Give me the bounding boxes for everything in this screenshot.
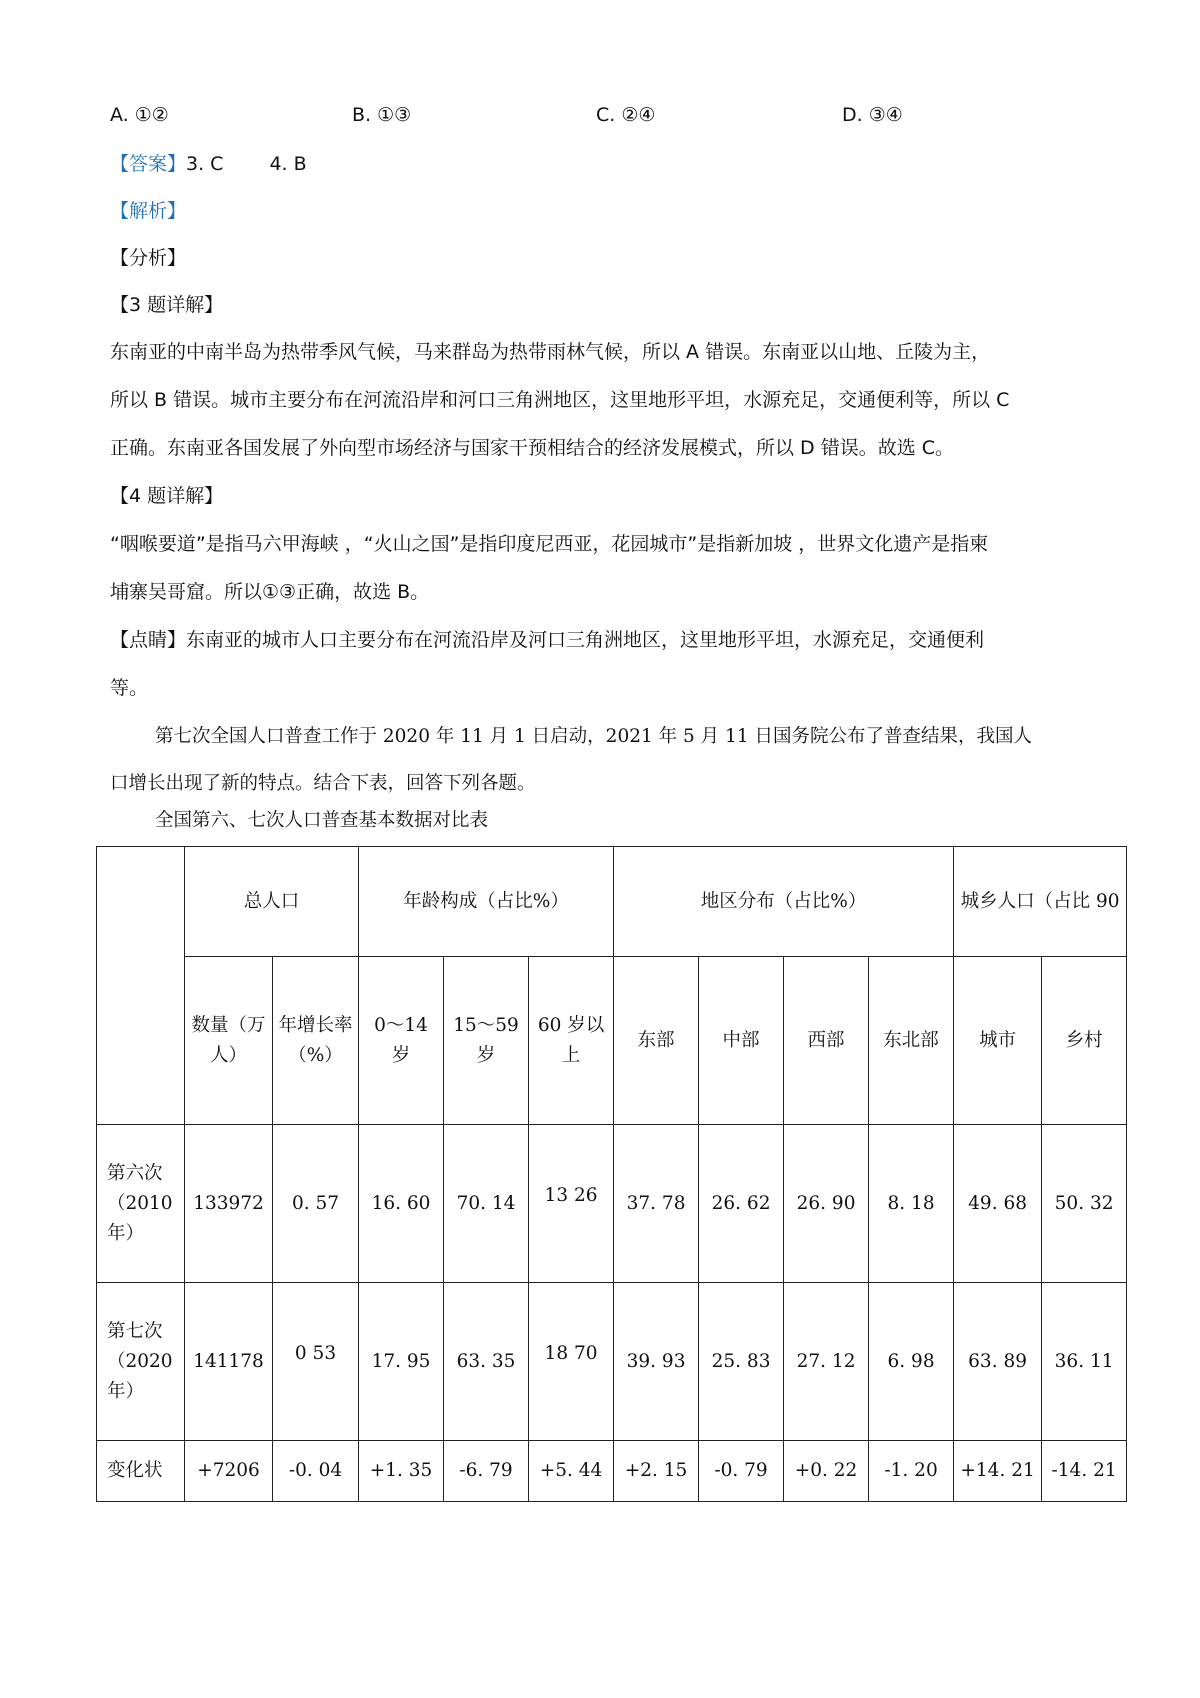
table-row-seventh-census (97, 1283, 1127, 1441)
intro-line-2: 口增长出现了新的特点。结合下表，回答下列各题。 (110, 773, 536, 794)
subheader-count: 数量（万人） (185, 957, 273, 1125)
cell-change-rural: -14. 21 (1042, 1441, 1127, 1502)
cell-seventh-age-15-59: 63. 35 (444, 1283, 529, 1441)
jiexi-heading: 【解析】 (110, 200, 187, 222)
row-label-seventh: 第七次（2020 年） (97, 1283, 185, 1441)
cell-seventh-northeast: 6. 98 (869, 1283, 954, 1441)
option-b: B. ①③ (352, 104, 412, 126)
q4-explanation-line-2: 埔寨吴哥窟。所以①③正确，故选 B。 (110, 581, 430, 603)
cell-seventh-growth-value: 0 53 (294, 1342, 337, 1364)
cell-seventh-east: 39. 93 (614, 1283, 699, 1441)
dianjing-tag: 【点睛】 (110, 629, 187, 651)
answer-q4: 4. B (269, 153, 307, 175)
cell-change-age-15-59: -6. 79 (444, 1441, 529, 1502)
cell-sixth-central: 26. 62 (699, 1125, 784, 1283)
cell-seventh-west: 27. 12 (784, 1283, 869, 1441)
cell-sixth-growth: 0. 57 (273, 1125, 359, 1283)
table-row-change (97, 1441, 1127, 1502)
header-total-population: 总人口 (185, 847, 359, 957)
answer-tag: 【答案】 (110, 153, 187, 175)
q3-explanation-line-3: 正确。东南亚各国发展了外向型市场经济与国家干预相结合的经济发展模式，所以 D 错误。故选 C。 (110, 437, 955, 459)
cell-change-east: +2. 15 (614, 1441, 699, 1502)
subheader-central: 中部 (699, 957, 784, 1125)
cell-sixth-count: 133972 (185, 1125, 273, 1283)
subheader-age-60-plus: 60 岁以上 (529, 957, 614, 1125)
cell-seventh-central: 25. 83 (699, 1283, 784, 1441)
q4-heading: 【4 题详解】 (110, 485, 224, 507)
q3-explanation-line-1: 东南亚的中南半岛为热带季风气候，马来群岛为热带雨林气候，所以 A 错误。东南亚以山地、丘陵为主， (110, 341, 991, 363)
census-comparison-table (96, 846, 1127, 1502)
option-c: C. ②④ (596, 104, 656, 126)
answer-options (110, 104, 1070, 130)
cell-change-central: -0. 79 (699, 1441, 784, 1502)
header-age-structure: 年龄构成（占比%） (359, 847, 614, 957)
answer-line (110, 151, 307, 177)
cell-change-city: +14. 21 (954, 1441, 1042, 1502)
q3-explanation-line-2: 所以 B 错误。城市主要分布在河流沿岸和河口三角洲地区，这里地形平坦，水源充足，交通便利等，所以 C (110, 389, 1010, 411)
q4-explanation-line-1: “咽喉要道”是指马六甲海峡 ，“火山之国”是指印度尼西亚，花园城市”是指新加坡 ，世界文化遗产是指柬 (110, 533, 989, 555)
cell-seventh-count: 141178 (185, 1283, 273, 1441)
cell-change-age-60-plus: +5. 44 (529, 1441, 614, 1502)
dianjing-text: 东南亚的城市人口主要分布在河流沿岸及河口三角洲地区，这里地形平坦，水源充足，交通便利 (186, 629, 985, 651)
cell-change-west: +0. 22 (784, 1441, 869, 1502)
row-label-sixth: 第六次（2010 年） (97, 1125, 185, 1283)
subheader-age-15-59: 15～59 岁 (444, 957, 529, 1125)
cell-sixth-age-60-plus (529, 1125, 614, 1283)
subheader-growth-rate: 年增长率（%） (273, 957, 359, 1125)
subheader-age-0-14: 0～14 岁 (359, 957, 444, 1125)
header-region-distribution: 地区分布（占比%） (614, 847, 954, 957)
cell-seventh-rural: 36. 11 (1042, 1283, 1127, 1441)
cell-change-count: +7206 (185, 1441, 273, 1502)
subheader-rural: 乡村 (1042, 957, 1127, 1125)
cell-change-age-0-14: +1. 35 (359, 1441, 444, 1502)
table-row-sixth-census (97, 1125, 1127, 1283)
cell-sixth-east: 37. 78 (614, 1125, 699, 1283)
subheader-east: 东部 (614, 957, 699, 1125)
subheader-city: 城市 (954, 957, 1042, 1125)
cell-seventh-age-60-plus-value: 18 70 (544, 1342, 598, 1364)
cell-seventh-age-60-plus (529, 1283, 614, 1441)
cell-seventh-growth (273, 1283, 359, 1441)
q3-heading: 【3 题详解】 (110, 294, 224, 316)
cell-change-growth: -0. 04 (273, 1441, 359, 1502)
cell-sixth-rural: 50. 32 (1042, 1125, 1127, 1283)
cell-seventh-city: 63. 89 (954, 1283, 1042, 1441)
corner-cell (97, 847, 185, 1125)
answer-q3: 3. C (186, 153, 224, 175)
header-urban-rural: 城乡人口（占比 90 (954, 847, 1127, 957)
table-header-row-2 (97, 957, 1127, 1125)
cell-sixth-age-15-59: 70. 14 (444, 1125, 529, 1283)
cell-seventh-age-0-14: 17. 95 (359, 1283, 444, 1441)
option-a: A. ①② (110, 104, 169, 126)
cell-sixth-northeast: 8. 18 (869, 1125, 954, 1283)
dianjing-line-2: 等。 (110, 677, 149, 699)
cell-sixth-age-60-plus-value: 13 26 (544, 1184, 598, 1206)
subheader-west: 西部 (784, 957, 869, 1125)
cell-sixth-age-0-14: 16. 60 (359, 1125, 444, 1283)
cell-change-northeast: -1. 20 (869, 1441, 954, 1502)
cell-sixth-city: 49. 68 (954, 1125, 1042, 1283)
intro-line-1: 第七次全国人口普查工作于 2020 年 11 月 1 日启动，2021 年 5 月 11 日国务院公布了普查结果，我国人 (155, 726, 1032, 747)
cell-sixth-west: 26. 90 (784, 1125, 869, 1283)
option-d: D. ③④ (842, 104, 903, 126)
table-header-row-1 (97, 847, 1127, 957)
subheader-northeast: 东北部 (869, 957, 954, 1125)
fenxi-heading: 【分析】 (110, 247, 187, 269)
row-label-change: 变化状 (97, 1441, 185, 1502)
dianjing-line-1 (110, 627, 984, 653)
table-caption: 全国第六、七次人口普查基本数据对比表 (155, 810, 489, 831)
